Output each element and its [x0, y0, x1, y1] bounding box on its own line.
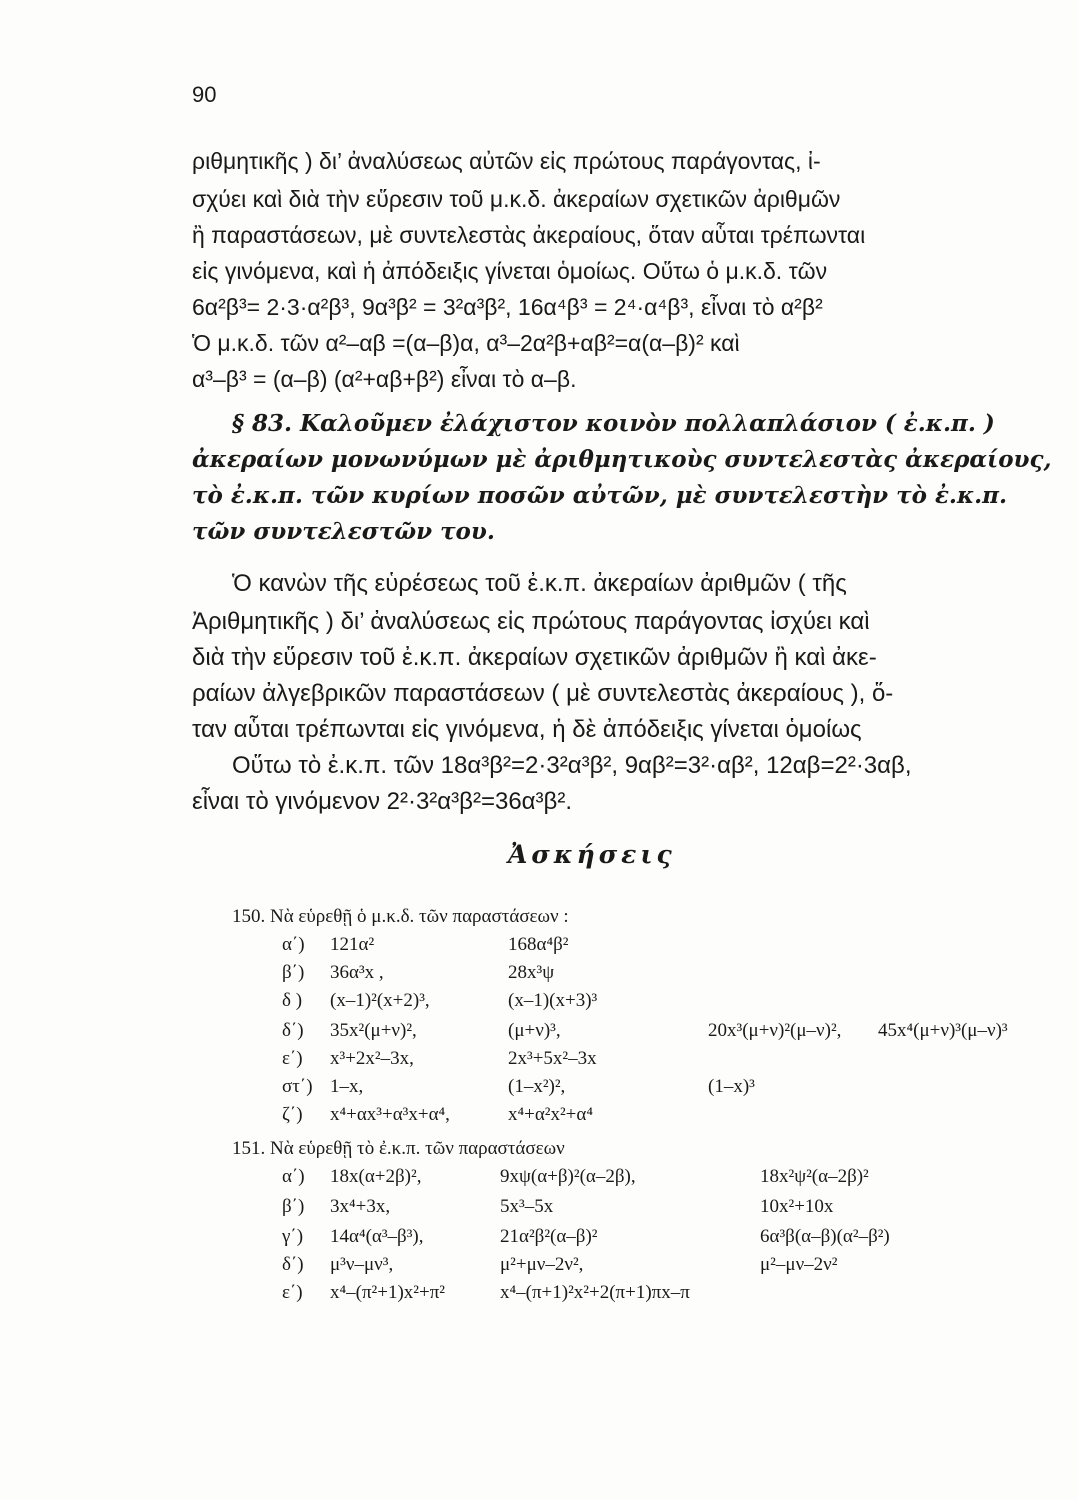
exercise-150-item-expression: (x–1)(x+3)³ [508, 990, 598, 1011]
para2-line-4: ραίων ἀλγεβρικῶν παραστάσεων ( μὲ συντελεστὰς ἀκεραίους ), ὅ- [192, 680, 894, 707]
para1-line-3: ἢ παραστάσεων, μὲ συντελεστὰς ἀκεραίους, ὅταν αὗται τρέπωνται [192, 222, 866, 248]
exercise-151-item-expression: 3x⁴+3x, [330, 1196, 391, 1217]
para2-line-3: διὰ τὴν εὕρεσιν τοῦ ἐ.κ.π. ἀκεραίων σχετικῶν ἀριθμῶν ἢ καὶ ἀκε- [192, 644, 877, 671]
exercise-150-item-label: δ΄) [282, 1020, 304, 1041]
exercise-150-item-expression: 35x²(μ+ν)², [330, 1020, 417, 1041]
section-83-line-4: τῶν συντελεστῶν του. [192, 518, 495, 545]
exercise-151-item-label: α΄) [282, 1166, 305, 1187]
exercise-150-item-label: β΄) [282, 962, 305, 983]
exercise-150-item-expression: x⁴+αx³+α³x+α⁴, [330, 1104, 450, 1125]
para2-line-6: Οὕτω τὸ ἐ.κ.π. τῶν 18α³β²=2·3²α³β², 9αβ²=3²·αβ², 12αβ=2²·3αβ, [232, 752, 912, 779]
exercise-151-item-expression: 9xψ(α+β)²(α–2β), [500, 1166, 636, 1187]
exercise-151-item-label: ε΄) [282, 1282, 303, 1303]
para1-line-4: εἰς γινόμενα, καὶ ἡ ἀπόδειξις γίνεται ὁμοίως. Οὕτω ὁ μ.κ.δ. τῶν [192, 258, 828, 284]
exercise-150-item-label: ζ΄) [282, 1104, 303, 1125]
exercise-150-item-expression: 28x³ψ [508, 962, 555, 983]
exercise-151-item-expression: x⁴–(π+1)²x²+2(π+1)πx–π [500, 1282, 690, 1303]
exercise-151-item-expression: 14α⁴(α³–β³), [330, 1226, 424, 1247]
exercise-151-item-expression: 18x²ψ²(α–2β)² [760, 1166, 869, 1187]
exercise-150-item-expression: (μ+ν)³, [508, 1020, 561, 1041]
exercise-151-item-expression: 18x(α+2β)², [330, 1166, 422, 1187]
exercise-151-item-expression: x⁴–(π²+1)x²+π² [330, 1282, 445, 1303]
exercise-150-item-expression: 36α³x , [330, 962, 384, 983]
section-83-line-3: τὸ ἐ.κ.π. τῶν κυρίων ποσῶν αὐτῶν, μὲ συντελεστὴν τὸ ἐ.κ.π. [192, 482, 1008, 509]
exercise-150-item-label: δ ) [282, 990, 303, 1011]
exercise-151-title: 151. Νὰ εὑρεθῇ τὸ ἐ.κ.π. τῶν παραστάσεων [232, 1138, 565, 1159]
exercise-150-item-expression: x³+2x²–3x, [330, 1048, 414, 1069]
section-83-line-1: § 83. Καλοῦμεν ἐλάχιστον κοινὸν πολλαπλάσιον ( ἐ.κ.π. ) [232, 410, 995, 437]
para2-line-1: Ὁ κανὼν τῆς εὑρέσεως τοῦ ἐ.κ.π. ἀκεραίων ἀριθμῶν ( τῆς [232, 570, 847, 597]
para1-line-7: α³–β³ = (α–β) (α²+αβ+β²) εἶναι τὸ α–β. [192, 366, 577, 392]
para1-line-1: ριθμητικῆς ) δι’ ἀναλύσεως αὐτῶν εἰς πρώτους παράγοντας, ἰ- [192, 148, 821, 174]
exercise-151-item-expression: 10x²+10x [760, 1196, 834, 1217]
page-number: 90 [192, 82, 217, 107]
para1-line-2: σχύει καὶ διὰ τὴν εὕρεσιν τοῦ μ.κ.δ. ἀκεραίων σχετικῶν ἀριθμῶν [192, 186, 841, 212]
para2-line-2: Ἀριθμητικῆς ) δι’ ἀναλύσεως εἰς πρώτους παράγοντας ἰσχύει καὶ [192, 608, 870, 635]
exercise-150-item-expression: 121α² [330, 934, 375, 955]
exercise-150-item-expression: x⁴+α²x²+α⁴ [508, 1104, 593, 1125]
exercise-150-item-expression: 2x³+5x²–3x [508, 1048, 597, 1069]
exercise-150-item-expression: (1–x²)², [508, 1076, 566, 1097]
para2-line-5: ταν αὗται τρέπωνται εἰς γινόμενα, ἡ δὲ ἀπόδειξις γίνεται ὁμοίως [192, 716, 862, 743]
para1-line-5: 6α²β³= 2·3·α²β³, 9α³β² = 3²α³β², 16α⁴β³ = 2⁴·α⁴β³, εἶναι τὸ α²β² [192, 294, 823, 320]
exercise-151-item-expression: μ²–μν–2ν² [760, 1254, 838, 1275]
exercise-150-item-label: στ΄) [282, 1076, 313, 1097]
para1-line-6: Ὁ μ.κ.δ. τῶν α²–αβ =(α–β)α, α³–2α²β+αβ²=α(α–β)² καὶ [192, 330, 740, 356]
exercise-150-item-expression: 1–x, [330, 1076, 364, 1097]
exercise-150-item-label: ε΄) [282, 1048, 303, 1069]
exercise-150-item-expression: 45x⁴(μ+ν)³(μ–ν)³ [878, 1020, 1008, 1041]
exercise-151-item-label: β΄) [282, 1196, 305, 1217]
exercise-150-item-expression: 168α⁴β² [508, 934, 569, 955]
exercise-151-item-expression: μ³ν–μν³, [330, 1254, 394, 1275]
exercise-151-item-expression: 21α²β²(α–β)² [500, 1226, 598, 1247]
exercise-151-item-expression: 6α³β(α–β)(α²–β²) [760, 1226, 890, 1247]
exercise-151-item-expression: 5x³–5x [500, 1196, 554, 1217]
exercise-150-item-expression: (1–x)³ [708, 1076, 755, 1097]
section-83-line-2: ἀκεραίων μονωνύμων μὲ ἀριθμητικοὺς συντελεστὰς ἀκεραίους, [192, 446, 1052, 473]
exercise-151-item-label: δ΄) [282, 1254, 304, 1275]
para2-line-7: εἶναι τὸ γινόμενον 2²·3²α³β²=36α³β². [192, 788, 573, 815]
exercises-title: Ἀσκήσεις [508, 840, 676, 869]
exercise-150-item-label: α΄) [282, 934, 305, 955]
exercise-151-item-expression: μ²+μν–2ν², [500, 1254, 584, 1275]
exercise-150-item-expression: 20x³(μ+ν)²(μ–ν)², [708, 1020, 842, 1041]
exercise-150-item-expression: (x–1)²(x+2)³, [330, 990, 430, 1011]
exercise-150-title: 150. Νὰ εὑρεθῇ ὁ μ.κ.δ. τῶν παραστάσεων : [232, 906, 569, 927]
exercise-151-item-label: γ΄) [282, 1226, 304, 1247]
